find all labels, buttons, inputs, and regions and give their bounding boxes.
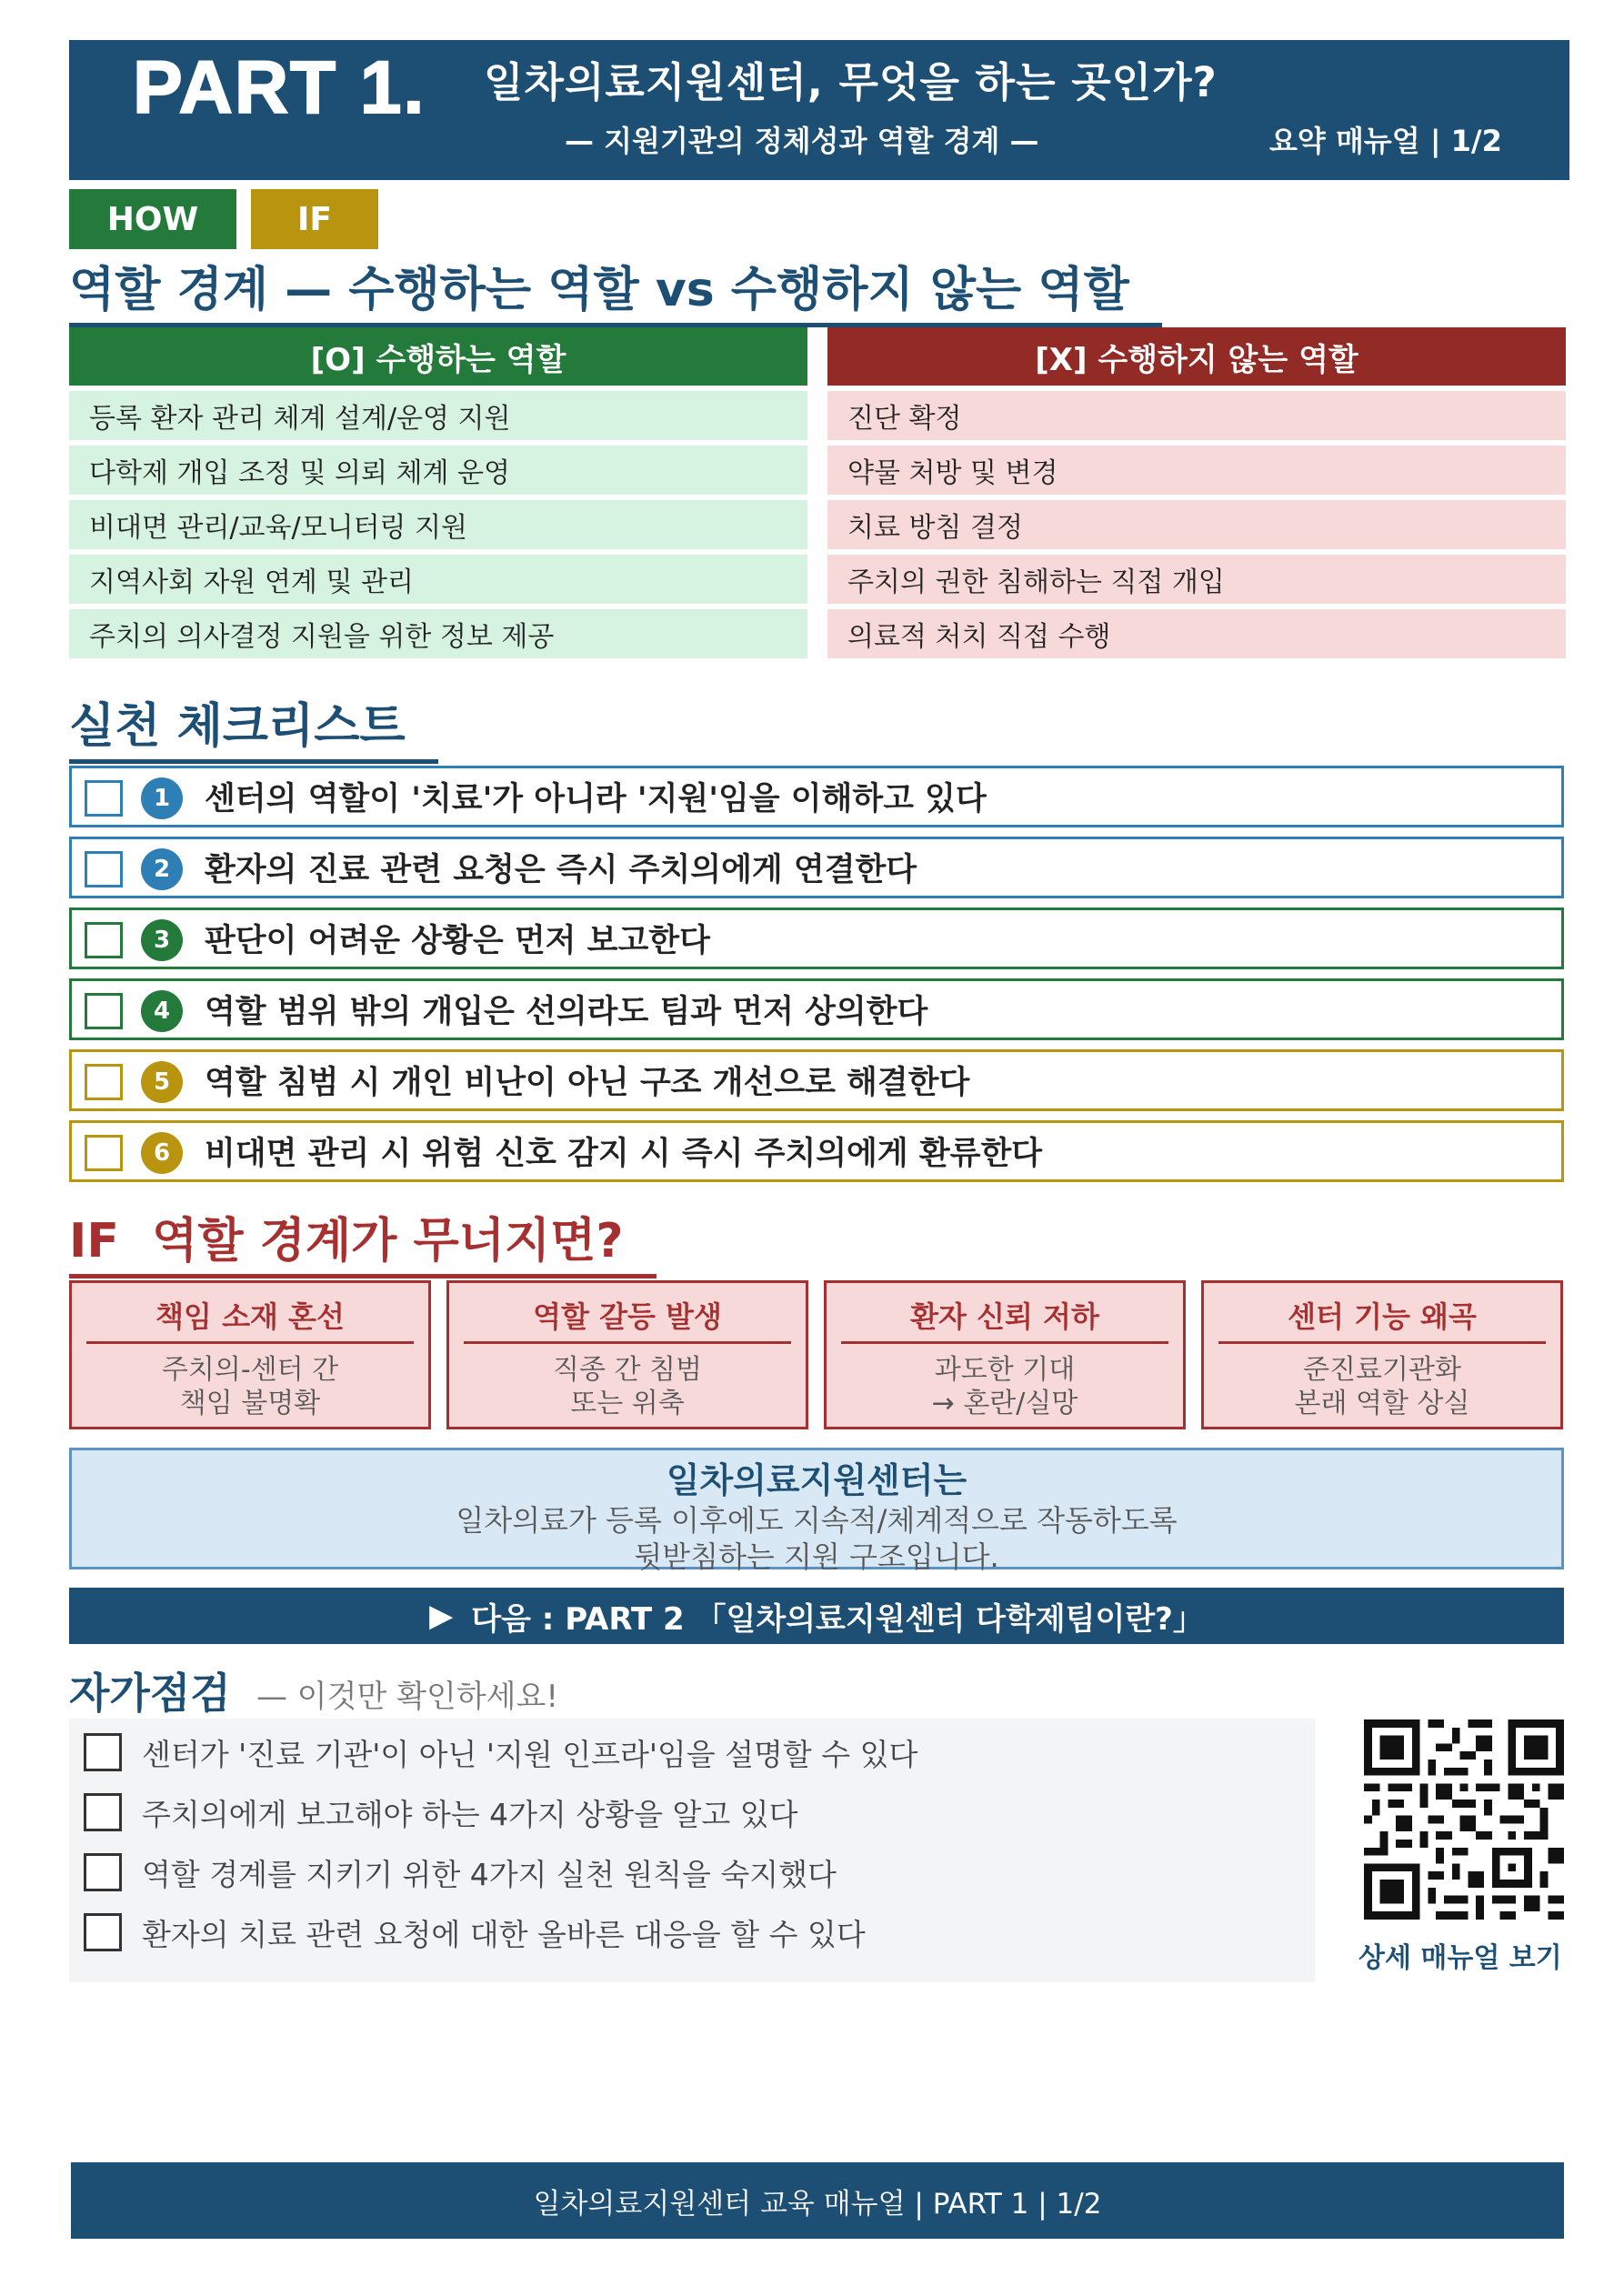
if-heading-text: 역할 경계가 무너지면? bbox=[152, 1214, 624, 1268]
checklist-text: 역할 침범 시 개인 비난이 아닌 구조 개선으로 해결한다 bbox=[205, 1065, 970, 1101]
checklist-text: 역할 범위 밖의 개입은 선의라도 팀과 먼저 상의한다 bbox=[205, 994, 928, 1030]
next-part-link[interactable] bbox=[69, 1588, 1564, 1644]
checkbox[interactable] bbox=[85, 851, 123, 887]
checkbox[interactable] bbox=[85, 993, 123, 1029]
card-line: 또는 위축 bbox=[570, 1388, 685, 1419]
roles-heading: 역할 경계 — 수행하는 역할 vs 수행하지 않는 역할 bbox=[69, 251, 1162, 327]
checklist-item bbox=[69, 837, 1564, 898]
do-item: 등록 환자 관리 체계 설계/운영 지원 bbox=[69, 391, 807, 440]
qr-code-icon[interactable] bbox=[1364, 1719, 1564, 1920]
dont-item: 약물 처방 및 변경 bbox=[827, 446, 1566, 495]
step-number: 5 bbox=[141, 1061, 183, 1103]
card-divider bbox=[86, 1341, 414, 1344]
page-subtitle: — 지원기관의 정체성과 역할 경계 — bbox=[565, 124, 1039, 158]
dont-item: 주치의 권한 침해하는 직접 개입 bbox=[827, 555, 1566, 604]
do-item: 비대면 관리/교육/모니터링 지원 bbox=[69, 500, 807, 549]
do-header: [O] 수행하는 역할 bbox=[69, 327, 807, 386]
card-divider bbox=[1218, 1341, 1546, 1344]
checkbox[interactable] bbox=[85, 1135, 123, 1171]
step-number: 3 bbox=[141, 919, 183, 961]
summary-body bbox=[72, 1502, 1561, 1575]
card-line: 책임 불명확 bbox=[179, 1388, 321, 1419]
do-item: 다학제 개입 조정 및 의뢰 체계 운영 bbox=[69, 446, 807, 495]
card-title: 환자 신뢰 저하 bbox=[910, 1299, 1099, 1334]
step-number: 6 bbox=[141, 1132, 183, 1174]
self-check-item bbox=[84, 1910, 866, 1955]
if-heading bbox=[69, 1202, 657, 1278]
do-item: 지역사회 자원 연계 및 관리 bbox=[69, 555, 807, 604]
card-line: → 혼란/실망 bbox=[931, 1388, 1078, 1419]
card-title: 센터 기능 왜곡 bbox=[1288, 1299, 1477, 1334]
do-column bbox=[69, 327, 807, 658]
consequence-card bbox=[69, 1280, 431, 1429]
self-check-text: 센터가 '진료 기관'이 아닌 '지원 인프라'임을 설명할 수 있다 bbox=[142, 1736, 918, 1772]
consequence-card bbox=[1201, 1280, 1563, 1429]
tag-how: HOW bbox=[69, 189, 236, 249]
self-check-text: 주치의에게 보고해야 하는 4가지 상황을 알고 있다 bbox=[142, 1796, 798, 1832]
header-banner bbox=[69, 40, 1569, 180]
checklist-item bbox=[69, 1049, 1564, 1111]
page-title: 일차의료지원센터, 무엇을 하는 곳인가? bbox=[484, 58, 1218, 106]
consequence-card bbox=[824, 1280, 1186, 1429]
checklist-item bbox=[69, 907, 1564, 969]
card-line: 주치의-센터 간 bbox=[161, 1354, 339, 1386]
checkbox[interactable] bbox=[84, 1853, 122, 1891]
checkbox[interactable] bbox=[84, 1733, 122, 1771]
summary-line: 뒷받침하는 지원 구조입니다. bbox=[634, 1539, 999, 1574]
checklist-text: 환자의 진료 관련 요청은 즉시 주치의에게 연결한다 bbox=[205, 852, 917, 888]
card-line: 과도한 기대 bbox=[934, 1354, 1076, 1386]
card-title: 역할 갈등 발생 bbox=[533, 1299, 722, 1334]
self-check-item bbox=[84, 1850, 837, 1895]
card-line: 직종 간 침범 bbox=[553, 1354, 702, 1386]
card-line: 준진료기관화 bbox=[1303, 1354, 1461, 1386]
self-check-panel bbox=[69, 1719, 1315, 1982]
tag-if: IF bbox=[251, 189, 378, 249]
self-check-text: 역할 경계를 지키기 위한 4가지 실천 원칙을 숙지했다 bbox=[142, 1856, 837, 1892]
checklist-text: 비대면 관리 시 위험 신호 감지 시 즉시 주치의에게 환류한다 bbox=[205, 1136, 1043, 1172]
checklist-heading: 실천 체크리스트 bbox=[69, 687, 438, 764]
step-number: 4 bbox=[141, 990, 183, 1032]
checkbox[interactable] bbox=[85, 780, 123, 817]
part-label: PART 1. bbox=[133, 46, 426, 129]
dont-item: 의료적 처치 직접 수행 bbox=[827, 609, 1566, 658]
self-check-item bbox=[84, 1730, 917, 1775]
summary-box bbox=[69, 1448, 1564, 1574]
self-check-title: 자가점검 bbox=[69, 1669, 231, 1718]
summary-title: 일차의료지원센터는 bbox=[666, 1460, 967, 1500]
play-arrow-icon: ▶ bbox=[429, 1598, 454, 1634]
checkbox[interactable] bbox=[84, 1913, 122, 1951]
dont-item: 치료 방침 결정 bbox=[827, 500, 1566, 549]
self-check-subtitle: — 이것만 확인하세요! bbox=[256, 1679, 558, 1715]
checklist-item bbox=[69, 766, 1564, 827]
checklist-text: 판단이 어려운 상황은 먼저 보고한다 bbox=[205, 923, 710, 959]
dont-header: [X] 수행하지 않는 역할 bbox=[827, 327, 1566, 386]
do-item: 주치의 의사결정 지원을 위한 정보 제공 bbox=[69, 609, 807, 658]
page-indicator: 요약 매뉴얼 | 1/2 bbox=[1269, 124, 1502, 158]
self-check-text: 환자의 치료 관련 요청에 대한 올바른 대응을 할 수 있다 bbox=[142, 1916, 866, 1952]
checkbox[interactable] bbox=[84, 1793, 122, 1831]
card-divider bbox=[841, 1341, 1168, 1344]
dont-item: 진단 확정 bbox=[827, 391, 1566, 440]
summary-line: 일차의료가 등록 이후에도 지속적/체계적으로 작동하도록 bbox=[456, 1503, 1178, 1538]
checklist-item bbox=[69, 1120, 1564, 1182]
qr-label[interactable]: 상세 매뉴얼 보기 bbox=[1358, 1942, 1562, 1974]
card-line: 본래 역할 상실 bbox=[1294, 1388, 1470, 1419]
checkbox[interactable] bbox=[85, 1064, 123, 1100]
checklist-text: 센터의 역할이 '치료'가 아니라 '지원'임을 이해하고 있다 bbox=[205, 781, 987, 817]
footer: 일차의료지원센터 교육 매뉴얼 | PART 1 | 1/2 bbox=[71, 2162, 1564, 2239]
next-part-text: 다음 : PART 2 「일차의료지원센터 다학제팀이란?」 bbox=[471, 1600, 1204, 1638]
step-number: 1 bbox=[141, 777, 183, 819]
self-check-item bbox=[84, 1790, 798, 1835]
consequence-card bbox=[446, 1280, 808, 1429]
checkbox[interactable] bbox=[85, 922, 123, 958]
card-title: 책임 소재 혼선 bbox=[155, 1299, 345, 1334]
dont-column bbox=[827, 327, 1566, 658]
checklist-item bbox=[69, 978, 1564, 1040]
card-divider bbox=[464, 1341, 791, 1344]
if-prefix: IF bbox=[69, 1214, 119, 1268]
step-number: 2 bbox=[141, 848, 183, 890]
